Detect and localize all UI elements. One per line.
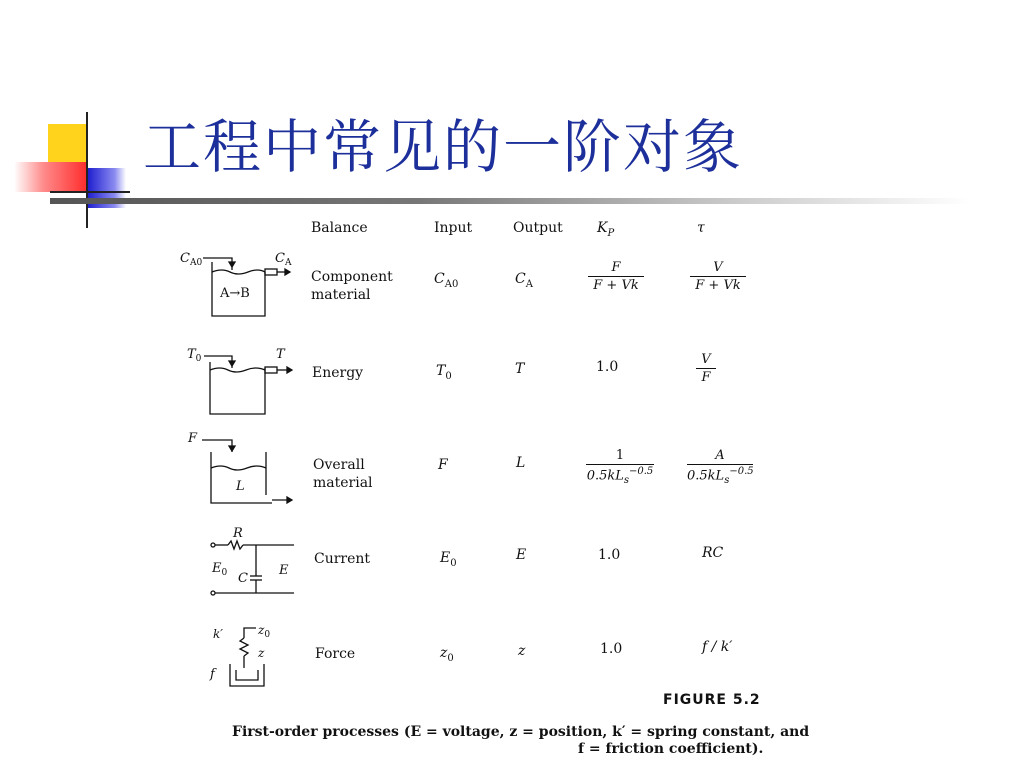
tank-diagram-energy	[187, 347, 292, 414]
row3-tau: A $0.5kL_s^{-0.5}$	[687, 448, 754, 486]
svg-text:T0: $T_0$	[187, 347, 202, 364]
row5-balance: Force	[315, 646, 356, 662]
svg-text:z0: $z_0$	[258, 623, 271, 640]
row2-output: T	[515, 361, 525, 377]
row3-balance: Overall material	[313, 457, 373, 491]
header-input: Input	[434, 220, 473, 236]
row2-input: $T_0$	[436, 363, 452, 382]
svg-text:T: T	[276, 347, 285, 362]
tank-diagram-overall	[187, 431, 292, 503]
row2-tau: V F	[696, 352, 716, 385]
row5-tau: f / k′	[702, 639, 733, 655]
row4-tau: RC	[702, 545, 724, 561]
row4-kp: 1.0	[598, 547, 621, 563]
spring-damper-diagram	[209, 623, 270, 686]
row4-output: E	[516, 547, 527, 563]
caption-line-2: f = friction coefficient).	[578, 741, 764, 757]
figure-label: FIGURE 5.2	[663, 692, 761, 708]
svg-text:z: z	[258, 646, 265, 660]
circuit-diagram	[211, 526, 294, 595]
row4-balance: Current	[314, 551, 371, 567]
row2-kp: 1.0	[596, 359, 619, 375]
row1-output: $C_A$	[515, 271, 533, 290]
page-title: 工程中常见的一阶对象	[143, 113, 744, 181]
svg-text:CA: $C_A$	[275, 251, 292, 268]
svg-text:R: R	[233, 526, 243, 541]
row1-balance: Component material	[311, 269, 393, 303]
svg-text:L: L	[236, 479, 245, 494]
row1-input: $C_{A0}$	[434, 271, 459, 290]
row1-kp: F F + Vk	[588, 260, 644, 293]
header-tau: τ	[697, 220, 705, 236]
row4-input: $E_0$	[440, 550, 457, 569]
svg-text:E0: $E_0$	[212, 561, 228, 578]
row3-kp: 1 $0.5kL_s^{-0.5}$	[586, 448, 654, 486]
svg-text:F: F	[188, 431, 198, 446]
svg-text:E: E	[279, 563, 289, 578]
header-balance: Balance	[311, 220, 368, 236]
caption-line-1: First-order processes (E = voltage, z = position, k′ = spring constant, and	[232, 724, 810, 740]
header-kp: $K_P$	[597, 220, 615, 239]
svg-text:f: f	[210, 667, 215, 682]
row5-output: z	[518, 643, 526, 659]
row3-input: F	[438, 457, 448, 473]
row5-input: $z_0$	[440, 645, 454, 664]
row1-tau: V F + Vk	[690, 260, 746, 293]
row5-kp: 1.0	[600, 641, 623, 657]
tank-diagram-component	[180, 251, 292, 316]
svg-text:A→B: A→B	[220, 286, 250, 301]
row3-output: L	[516, 455, 526, 471]
svg-text:C: C	[238, 571, 248, 586]
svg-text:k′: k′	[213, 627, 223, 641]
svg-text:CA0: $C_{A0}$	[180, 251, 203, 268]
row2-balance: Energy	[312, 365, 364, 381]
header-output: Output	[513, 220, 563, 236]
